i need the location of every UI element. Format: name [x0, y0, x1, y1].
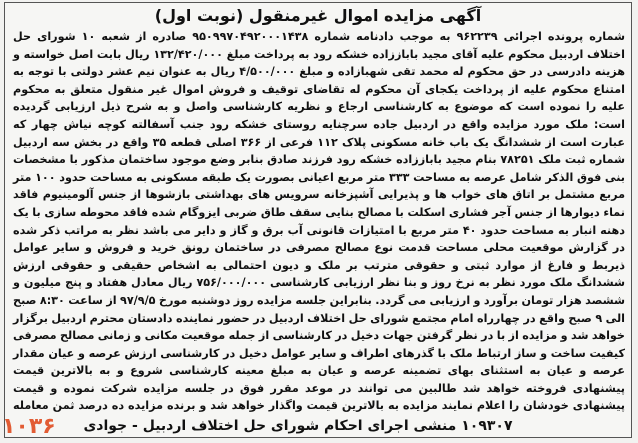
- notice-footer: ۱۰۹۳۰۷ منشی اجرای احکام شورای حل اختلاف اردبیل - جوادی: [83, 418, 513, 434]
- notice-title: آگهی مزایده اموال غیرمنقول (نوبت اول): [154, 6, 482, 25]
- notice-body: شماره پرونده اجرائی ۹۶۲۲۳۹ به موجب دادنامه شماره ۹۵۰۹۹۷۰۴۹۲۰۰۰۱۴۳۸ صادره از شعبه ۱۰ شورای حل اختلاف اردبیل محکوم علیه آقای مجید باباززاده خشکه رود به پرداخت مبلغ ۱۳۲/۴۲۰/۰۰۰ ریال بابت اصل خواسته و هزینه دادرسی در حق محکوم له محمد تقی شهبازاده و مبلغ ۴/۵۰۰/۰۰۰ ریال به عنوان نیم عشر دولتی با توجه به امتناع محکوم علیه از پرداخت یکجای آن محکوم له تقاضای توقیف و فروش اموال غیر منقول متعلق به محکوم علیه را نموده است که موضوع به کارشناسی ارجاع و نظریه کارشناسی واصل و به شرح ذیل ارزیابی گردیده است: ملک مورد مزایده واقع در اردبیل جاده سرچنایه روستای خشکه رود جنب آسفالته کوچه نیاش چهار که عبارت است از ششدانگ یک باب خانه مسکونی پلاک ۱۱۲ فرعی از ۳۶۶ اصلی قطعه ۳۵ واقع در بخش سه اردبیل شماره ثبت ملک ۷۸۲۵۱ بنام مجید باباززاده خشکه رود فرزند صادق بنابر وضع موجود ساختمان مذکور با مشخصات بنی فوق الذکر شامل عرصه به مساحت ۳۳۳ متر مربع اعیانی بصورت یک طبقه مسکونی به مساحت حدود ۱۰۰ متر مربع مشتمل بر اتاق های خواب ها و پذیرایی آشپزخانه سرویس های بهداشتی بازشوها از جنس آلومینیوم فاقد نماء دیوارها از جنس آجر فشاری اسکلت با مصالح بنایی سقف طاق ضربی ایزوگام شده فاقد محوطه سازی با یک دهنه انبار به مساحت حدود ۴۰ متر مربع با امتیازات قانونی آب برق و گاز و دایر می باشد نظر به مراتب ذکر شده در گزارش موقعیت محلی مساحت قدمت نوع مصالح مصرفی در ساختمان رونق خرید و فروش و سایر عوامل ذیربط و فارغ از موارد ثبتی و حقوقی مترتب بر ملک و دیون احتمالی به اشخاص حقیقی و حقوقی ارزش ششدانگ ملک مورد نظر به نرخ روز و بنا نظر ارزیابی کارشناسی ۷۵۶/۰۰۰/۰۰۰ ریال معادل هفتاد و پنج میلیون و ششصد هزار تومان برآورد و ارزیابی می گردد. بنابراین جلسه مزایده روز دوشنبه مورخ ۹۷/۹/۵ از ساعت ۸:۳۰ صبح الی ۹ صبح واقع در چهارراه امام مجتمع شورای حل اختلاف اردبیل در حضور نماینده دادستان محترم اردبیل برگزار خواهد شد و مزایده از با در نظر گرفتن جهات دخیل در کارشناسی از جمله موقعیت مکانی و زمانی مصالح مصرفی کیفیت ساخت و ساز ارتباط ملک با گذرهای اطراف و سایر عوامل دخیل در کارشناسی ارزش عرصه و عیان مقدار عرصه و عیان به استثنای بهای تضمینه عرصه و عیان به مبلغ معینه کارشناسی شروع و به بالاترین قیمت پیشنهادی فروخته خواهد شد طالبین می توانند در موعد مقرر فوق در جلسه مزایده شرکت نموده و قیمت پیشنهادی خودشان را اعلام نمایند مزایده به بالاترین قیمت واگذار خواهد شد و برنده مزایده ده درصد ثمن معامله: [13, 30, 626, 413]
- corner-mark: ۱۰۳۶: [2, 414, 56, 439]
- notice-page: [4, 2, 632, 438]
